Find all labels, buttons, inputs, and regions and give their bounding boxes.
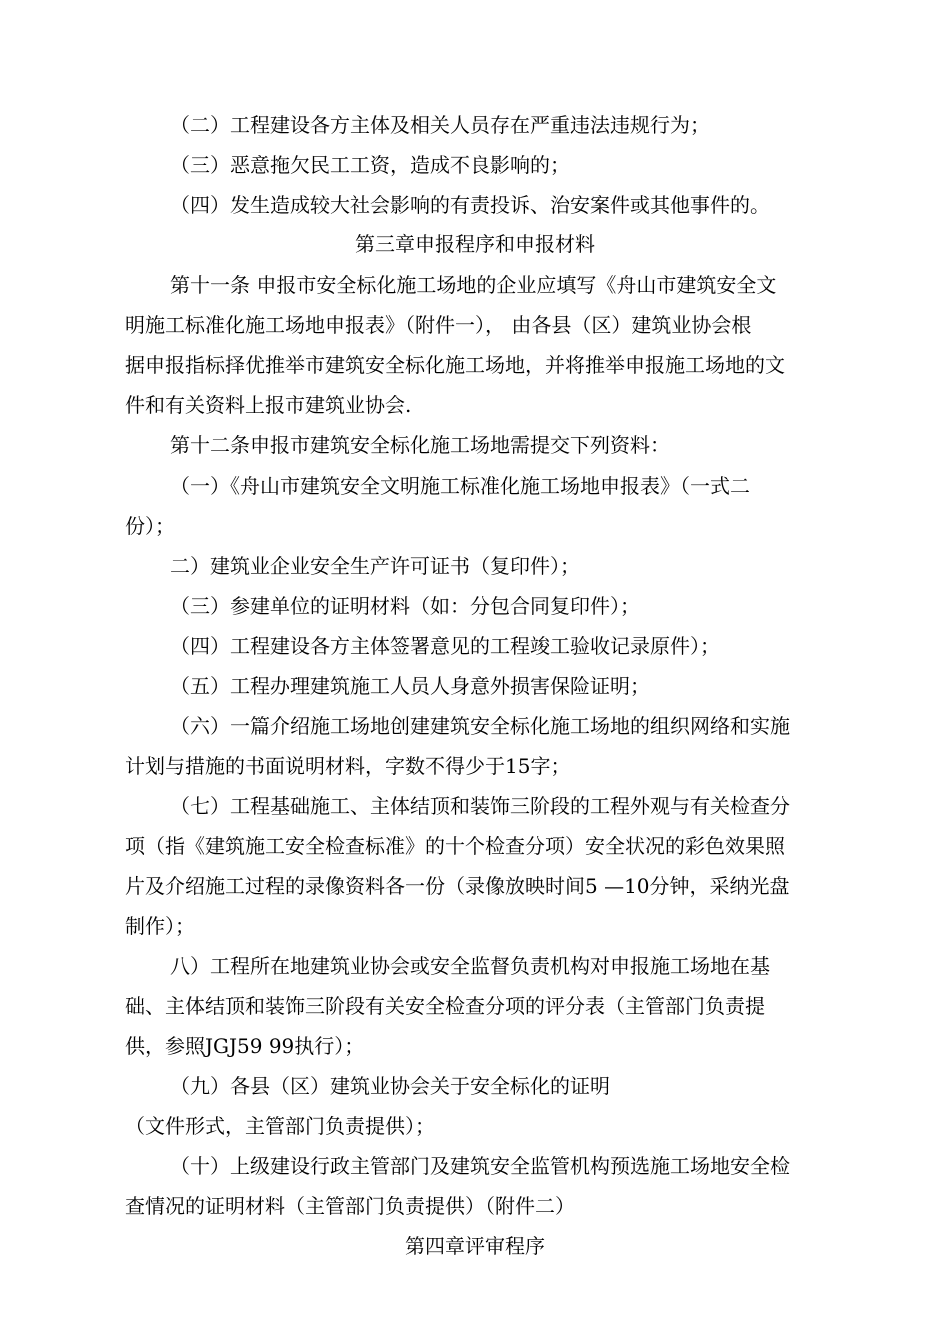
paragraph-line: 计划与措施的书面说明材料，字数不得少于15字； <box>125 754 571 778</box>
paragraph-line: 础、主体结顶和装饰三阶段有关安全检查分项的评分表（主管部门负责提 <box>125 994 765 1018</box>
paragraph-line: 二）建筑业企业安全生产许可证书（复印件）； <box>170 554 580 578</box>
paragraph-line: （三）参建单位的证明材料（如：分包合同复印件）； <box>170 594 640 618</box>
paragraph-line: 件和有关资料上报市建筑业协会. <box>125 393 412 417</box>
paragraph-line: （六）一篇介绍施工场地创建建筑安全标化施工场地的组织网络和实施 <box>170 714 790 738</box>
paragraph-line: （二）工程建设各方主体及相关人员存在严重违法违规行为； <box>170 113 710 137</box>
paragraph-line: （五）工程办理建筑施工人员人身意外损害保险证明； <box>170 674 650 698</box>
paragraph-line: 明施工标准化施工场地申报表》（附件一）， 由各县（区）建筑业协会根 <box>125 313 752 337</box>
paragraph-line: （四）发生造成较大社会影响的有责投诉、治安案件或其他事件的。 <box>170 193 770 217</box>
paragraph-line: （四）工程建设各方主体签署意见的工程竣工验收记录原件）； <box>170 634 720 658</box>
paragraph-line: 份）； <box>125 514 175 538</box>
paragraph-line: 片及介绍施工过程的录像资料各一份（录像放映时间5 —10分钟，采纳光盘 <box>125 874 790 898</box>
paragraph-line: （九）各县（区）建筑业协会关于安全标化的证明 <box>170 1074 610 1098</box>
paragraph-line: 据申报指标择优推举市建筑安全标化施工场地，并将推举申报施工场地的文 <box>125 353 785 377</box>
chapter-heading: 第三章申报程序和申报材料 <box>355 232 595 256</box>
chapter-heading: 第四章评审程序 <box>405 1234 545 1258</box>
paragraph-line: （文件形式，主管部门负责提供）； <box>125 1114 435 1138</box>
paragraph-line: （七）工程基础施工、主体结顶和装饰三阶段的工程外观与有关检查分 <box>170 794 790 818</box>
paragraph-line: 项（指《建筑施工安全检查标准》的十个检查分项）安全状况的彩色效果照 <box>125 834 785 858</box>
paragraph-line: 八）工程所在地建筑业协会或安全监督负责机构对申报施工场地在基 <box>170 954 770 978</box>
paragraph-line: 供，参照JGJ59 99执行）； <box>125 1034 365 1058</box>
paragraph-line: 查情况的证明材料（主管部门负责提供）（附件二） <box>125 1194 575 1218</box>
paragraph-line: （一）《舟山市建筑安全文明施工标准化施工场地申报表》（一式二 <box>170 474 750 498</box>
paragraph-line: 第十一条 申报市安全标化施工场地的企业应填写《舟山市建筑安全文 <box>170 273 777 297</box>
paragraph-line: （十）上级建设行政主管部门及建筑安全监管机构预选施工场地安全检 <box>170 1154 790 1178</box>
paragraph-line: （三）恶意拖欠民工工资，造成不良影响的； <box>170 153 570 177</box>
paragraph-line: 制作）； <box>125 914 195 938</box>
paragraph-line: 第十二条申报市建筑安全标化施工场地需提交下列资料： <box>170 433 670 457</box>
